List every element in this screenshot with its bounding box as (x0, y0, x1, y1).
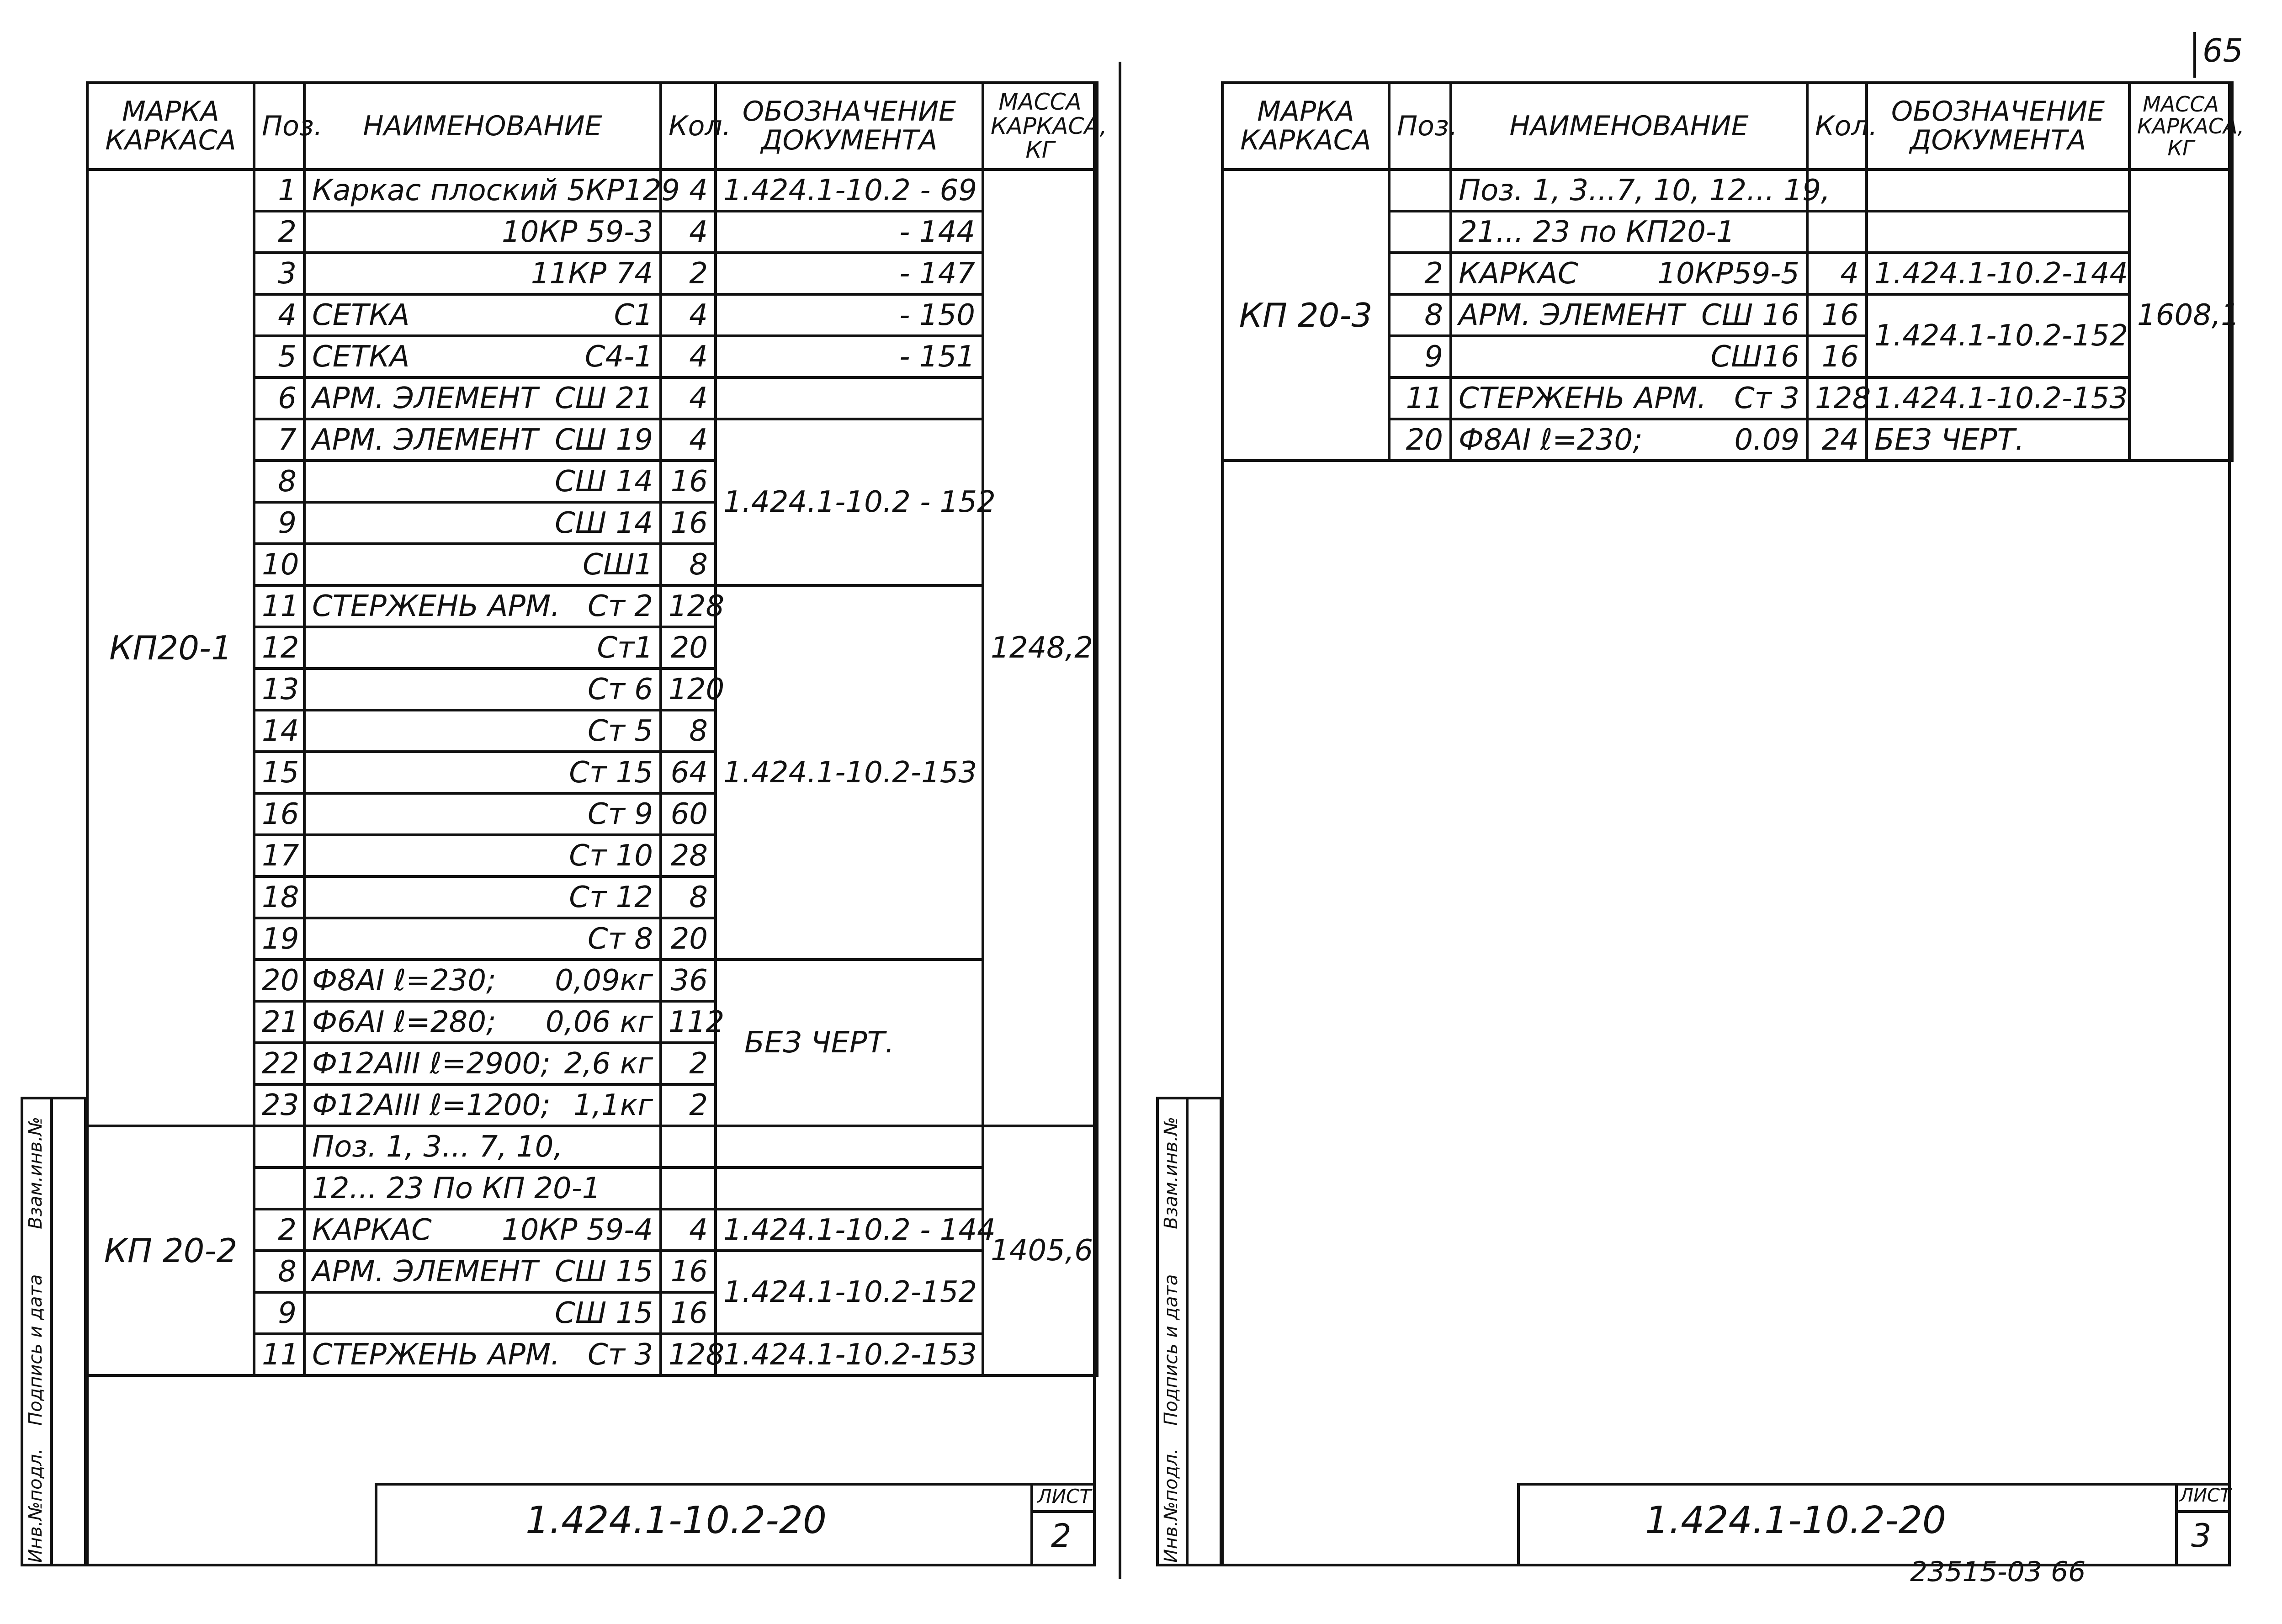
header-mass: МАССА КАРКАСА, КГ (983, 83, 1097, 170)
doc: 1.424.1-10.2-144 (1867, 253, 2129, 294)
pos: 10 (254, 544, 304, 585)
pos: 20 (1389, 419, 1451, 461)
mass-kp20-3: 1608,1 (2129, 170, 2232, 461)
doc-group-153: 1.424.1-10.2-153 (716, 585, 983, 960)
pos: 23 (254, 1084, 304, 1126)
header-name: НАИМЕНОВАНИЕ (1451, 83, 1807, 170)
pos: 17 (254, 835, 304, 876)
pos: 14 (254, 710, 304, 752)
qty: 128 (1807, 377, 1867, 419)
qty: 16 (661, 502, 716, 544)
header-mark: МАРКА КАРКАСА (87, 83, 254, 170)
name: АРМ. ЭЛЕМЕНТ СШ 19 (304, 419, 661, 461)
doc: - 151 (716, 336, 983, 377)
side-stamp-line (50, 1097, 53, 1566)
name: Ст 6 (304, 669, 661, 710)
pos: 18 (254, 876, 304, 918)
doc (716, 1126, 983, 1168)
qty: 112 (661, 1001, 716, 1043)
pos: 11 (254, 585, 304, 627)
sheet2-spec-table (1221, 81, 2245, 462)
qty (661, 1168, 716, 1209)
doc-group-152: 1.424.1-10.2 - 152 (716, 419, 983, 585)
header-pos: Поз. (254, 83, 304, 170)
name: Ст 15 (304, 752, 661, 793)
name: Ф12AIII ℓ=2900; 2,6 кг (304, 1043, 661, 1084)
qty: 20 (661, 918, 716, 960)
sheet1-sheet-num: 2 (1051, 1517, 1072, 1555)
footer-code: 23515-03 66 (1910, 1556, 2086, 1588)
qty: 60 (661, 793, 716, 835)
qty: 8 (661, 710, 716, 752)
pos: 6 (254, 377, 304, 419)
doc (1867, 211, 2129, 253)
name: Ф8AI ℓ=230; 0.09 (1451, 419, 1807, 461)
pos: 9 (1389, 336, 1451, 377)
sheet2-doc-code: 1.424.1-10.2-20 (1645, 1499, 1947, 1542)
qty: 4 (1807, 253, 1867, 294)
mass-kp20-2: 1405,6 (983, 1126, 1097, 1375)
pos: 16 (254, 793, 304, 835)
note: 21... 23 по КП20-1 (1451, 211, 1807, 253)
sheet1-stamp-left (375, 1483, 377, 1566)
mass-kp20-1: 1248,2 (983, 170, 1097, 1126)
doc: БЕЗ ЧЕРТ. (1867, 419, 2129, 461)
name: Ст 8 (304, 918, 661, 960)
center-divider (1119, 62, 1121, 1579)
sheet1-doc-code: 1.424.1-10.2-20 (525, 1499, 827, 1542)
qty: 2 (661, 1043, 716, 1084)
qty: 24 (1807, 419, 1867, 461)
pos: 3 (254, 253, 304, 294)
sheet2-sheet-num: 3 (2191, 1517, 2212, 1555)
qty: 8 (661, 544, 716, 585)
name: СШ 14 (304, 461, 661, 502)
doc: 1.424.1-10.2-153 (1867, 377, 2129, 419)
qty: 4 (661, 336, 716, 377)
sheet1-spec-table (86, 81, 1107, 1377)
pos: 2 (1389, 253, 1451, 294)
name: 11КР 74 (304, 253, 661, 294)
pos: 5 (254, 336, 304, 377)
sheet2-stamp-sheetcell (2175, 1483, 2178, 1566)
header-mass: МАССА КАРКАСА, КГ (2129, 83, 2232, 170)
doc-group-bez: БЕЗ ЧЕРТ. (716, 960, 983, 1126)
pos: 9 (254, 502, 304, 544)
doc: - 144 (716, 211, 983, 253)
pos: 8 (1389, 294, 1451, 336)
name: 10КР 59-3 (304, 211, 661, 253)
doc (1867, 170, 2129, 211)
name: АРМ. ЭЛЕМЕНТ СШ 16 (1451, 294, 1807, 336)
name: Ф12AIII ℓ=1200; 1,1кг (304, 1084, 661, 1126)
name: Ф6AI ℓ=280; 0,06 кг (304, 1001, 661, 1043)
name: СТЕРЖЕНЬ АРМ. Ст 3 (304, 1334, 661, 1375)
qty (661, 1126, 716, 1168)
qty: 4 (661, 294, 716, 336)
qty: 2 (661, 1084, 716, 1126)
sheet1-stamp-sheetline (1030, 1510, 1096, 1513)
page-number: 65 (2202, 32, 2244, 69)
qty: 16 (661, 1251, 716, 1292)
qty: 4 (661, 377, 716, 419)
doc: - 147 (716, 253, 983, 294)
doc (716, 377, 983, 419)
name: СТЕРЖЕНЬ АРМ. Ст 3 (1451, 377, 1807, 419)
qty: 16 (661, 461, 716, 502)
name: КАРКАС 10КР 59-4 (304, 1209, 661, 1251)
pos: 13 (254, 669, 304, 710)
name-text: Каркас плоский 5КР129 (312, 173, 680, 207)
side-vzam: Взам.инв.№ (25, 1116, 46, 1229)
pos: 2 (254, 211, 304, 253)
pos (1389, 211, 1451, 253)
qty: 4 (661, 211, 716, 253)
name: Ст 10 (304, 835, 661, 876)
sheet2-sheet-label: ЛИСТ (2180, 1485, 2231, 1506)
qty: 16 (1807, 336, 1867, 377)
pos: 12 (254, 627, 304, 669)
qty: 120 (661, 669, 716, 710)
qty: 8 (661, 876, 716, 918)
name: Ст 12 (304, 876, 661, 918)
qty: 20 (661, 627, 716, 669)
header-pos: Поз. (1389, 83, 1451, 170)
doc (716, 1168, 983, 1209)
pos: 19 (254, 918, 304, 960)
header-name: НАИМЕНОВАНИЕ (304, 83, 661, 170)
pos (1389, 170, 1451, 211)
sheet2-stamp-left (1517, 1483, 1520, 1566)
pos: 11 (1389, 377, 1451, 419)
pos: 11 (254, 1334, 304, 1375)
doc: 1.424.1-10.2 - 69 (716, 170, 983, 211)
side-inv: Инв.№подл. (1161, 1448, 1182, 1563)
side-sign: Подпись и дата (25, 1274, 46, 1426)
pos (254, 1126, 304, 1168)
sheet1-stamp-top (375, 1483, 1096, 1486)
qty: 2 (661, 253, 716, 294)
name: АРМ. ЭЛЕМЕНТ СШ 15 (304, 1251, 661, 1292)
doc: 1.424.1-10.2-152 (716, 1251, 983, 1334)
pos: 15 (254, 752, 304, 793)
name: СШ 15 (304, 1292, 661, 1334)
header-doc: ОБОЗНАЧЕНИЕ ДОКУМЕНТА (1867, 83, 2129, 170)
pos: 9 (254, 1292, 304, 1334)
mark-kp20-2: КП 20-2 (87, 1126, 254, 1375)
qty: 16 (1807, 294, 1867, 336)
sheet1-stamp-sheetcell (1030, 1483, 1033, 1566)
qty: 4 (661, 170, 716, 211)
doc: - 150 (716, 294, 983, 336)
qty: 36 (661, 960, 716, 1001)
name: Ст 9 (304, 793, 661, 835)
pos: 21 (254, 1001, 304, 1043)
qty (1807, 211, 1867, 253)
name: СТЕРЖЕНЬ АРМ. Ст 2 (304, 585, 661, 627)
name: СЕТКА С1 (304, 294, 661, 336)
pos: 8 (254, 461, 304, 502)
pos: 20 (254, 960, 304, 1001)
name: СШ1 (304, 544, 661, 585)
pos: 22 (254, 1043, 304, 1084)
sheet2-stamp-top (1517, 1483, 2231, 1486)
name: АРМ. ЭЛЕМЕНТ СШ 21 (304, 377, 661, 419)
name: СШ16 (1451, 336, 1807, 377)
name (304, 170, 680, 211)
name: Ф8AI ℓ=230; 0,09кг (304, 960, 661, 1001)
qty: 64 (661, 752, 716, 793)
qty: 128 (661, 1334, 716, 1375)
pos: 1 (254, 170, 304, 211)
qty: 4 (661, 419, 716, 461)
header-qty: Кол. (1807, 83, 1867, 170)
name: Ст 5 (304, 710, 661, 752)
page-number-divider (2193, 32, 2196, 78)
qty: 16 (661, 1292, 716, 1334)
pos: 8 (254, 1251, 304, 1292)
qty: 28 (661, 835, 716, 876)
name: КАРКАС 10КР59-5 (1451, 253, 1807, 294)
side-sign: Подпись и дата (1161, 1274, 1182, 1426)
name: Ст1 (304, 627, 661, 669)
sheet2-stamp-sheetline (2175, 1510, 2231, 1513)
sheet1-sheet-label: ЛИСТ (1037, 1485, 1091, 1507)
pos (254, 1168, 304, 1209)
note: 12... 23 По КП 20-1 (304, 1168, 661, 1209)
doc: 1.424.1-10.2 - 144 (716, 1209, 983, 1251)
header-doc: ОБОЗНАЧЕНИЕ ДОКУМЕНТА (716, 83, 983, 170)
doc: 1.424.1-10.2-152 (1867, 294, 2129, 377)
side-stamp-line (1186, 1097, 1189, 1566)
note: Поз. 1, 3... 7, 10, (304, 1126, 661, 1168)
mark-kp20-1: КП20-1 (87, 170, 254, 1126)
side-vzam: Взам.инв.№ (1161, 1116, 1182, 1229)
doc: 1.424.1-10.2-153 (716, 1334, 983, 1375)
qty: 4 (661, 1209, 716, 1251)
qty: 128 (661, 585, 716, 627)
header-qty: Кол. (661, 83, 716, 170)
side-inv: Инв.№подл. (25, 1448, 46, 1563)
mark-kp20-3: КП 20-3 (1222, 170, 1389, 461)
pos: 4 (254, 294, 304, 336)
note: Поз. 1, 3...7, 10, 12... 19, (1451, 170, 1807, 211)
pos: 2 (254, 1209, 304, 1251)
header-mark: МАРКА КАРКАСА (1222, 83, 1389, 170)
name: СЕТКА С4-1 (304, 336, 661, 377)
name: СШ 14 (304, 502, 661, 544)
pos: 7 (254, 419, 304, 461)
